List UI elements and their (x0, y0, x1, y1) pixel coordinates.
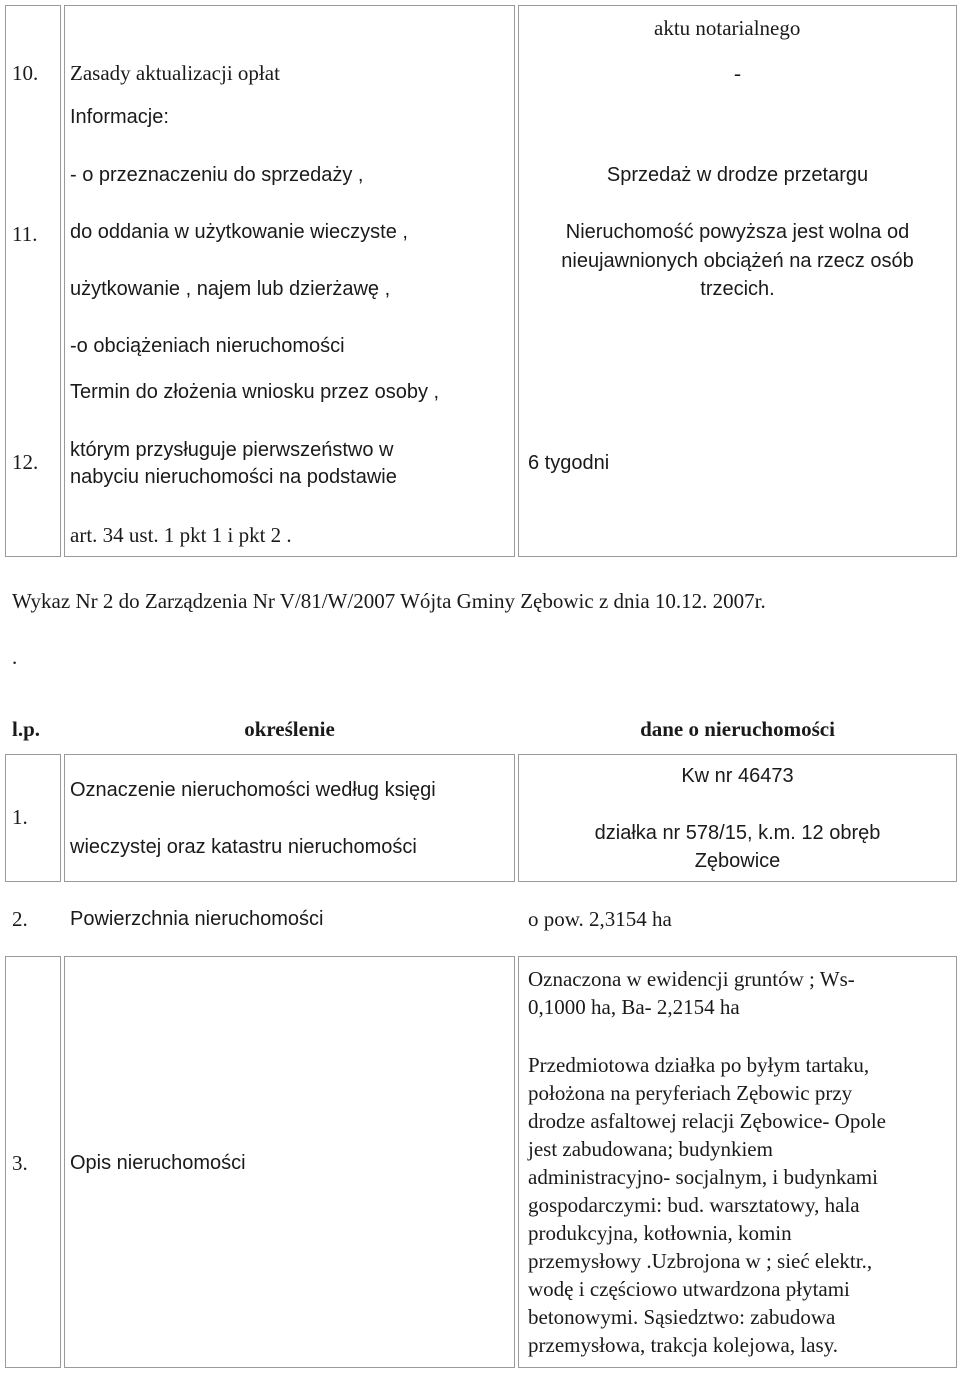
row-11-number: 11. (12, 222, 38, 246)
row-3-description-line: wodę i częściowo utwardzona płytami (528, 1277, 850, 1301)
row-1-number: 1. (12, 805, 28, 829)
row-11-encumbrance-line: trzecich. (700, 278, 775, 300)
row-1-label-cell (64, 754, 515, 882)
row-1-value-line: Kw nr 46473 (681, 765, 794, 787)
row-12-deadline: 6 tygodni (528, 452, 610, 474)
header-okreslenie: określenie (244, 717, 335, 741)
heading-dot: . (12, 645, 18, 669)
row-1-label-line: Oznaczenie nieruchomości według księgi (70, 779, 436, 801)
row-3-number: 3. (12, 1151, 28, 1175)
row-3-description-line: drodze asfaltowej relacji Zębowice- Opole (528, 1109, 886, 1133)
row-12-line: Termin do złożenia wniosku przez osoby , (70, 381, 440, 403)
document-heading: Wykaz Nr 2 do Zarządzenia Nr V/81/W/2007 Wójta Gminy Zębowic z dnia 10.12. 2007r. (12, 589, 766, 613)
row-11-encumbrance-line: nieujawnionych obciążeń na rzecz osób (561, 250, 914, 272)
row-12-line: art. 34 ust. 1 pkt 1 i pkt 2 . (70, 523, 292, 547)
row-2-number: 2. (12, 907, 28, 931)
row-2-value: o pow. 2,3154 ha (528, 907, 672, 931)
row-11-line: - o przeznaczeniu do sprzedaży , (70, 164, 364, 186)
row-3-description-line: Przedmiotowa działka po byłym tartaku, (528, 1053, 870, 1077)
row-3-description-line: jest zabudowana; budynkiem (528, 1137, 773, 1161)
row-3-description-line: administracyjno- socjalnym, i budynkami (528, 1165, 878, 1189)
row-3-description-line: gospodarczymi: bud. warsztatowy, hala (528, 1193, 860, 1217)
row-10-number: 10. (12, 61, 39, 85)
row-3-description-line: przemysłowy .Uzbrojona w ; sieć elektr., (528, 1249, 873, 1273)
row-12-line: którym przysługuje pierwszeństwo w (70, 439, 394, 461)
row-3-label: Opis nieruchomości (70, 1152, 246, 1174)
row-1-value-line: Zębowice (694, 850, 781, 872)
row-3-description-line: produkcyjna, kotłownia, komin (528, 1221, 792, 1245)
row-3-description-line: przemysłowa, trakcja kolejowa, lasy. (528, 1333, 839, 1357)
row-11-sale-mode: Sprzedaż w drodze przetargu (606, 164, 869, 186)
row-11-encumbrance-line: Nieruchomość powyższa jest wolna od (565, 221, 910, 243)
row-2-label: Powierzchnia nieruchomości (70, 908, 324, 930)
row-3-land-registry-line: Oznaczona w ewidencji gruntów ; Ws- (528, 967, 855, 991)
row-3-description-line: betonowymi. Sąsiedztwo: zabudowa (528, 1305, 836, 1329)
row-3-land-registry-line: 0,1000 ha, Ba- 2,2154 ha (528, 995, 740, 1019)
row-10-label: Zasady aktualizacji opłat (70, 61, 280, 85)
row-12-number: 12. (12, 450, 39, 474)
row-1-label-line: wieczystej oraz katastru nieruchomości (70, 836, 417, 858)
cell-aktu-notarialnego: aktu notarialnego (654, 16, 801, 40)
row-11-line: użytkowanie , najem lub dzierżawę , (70, 278, 391, 300)
row-11-line: Informacje: (70, 106, 169, 128)
row-1-value-line: działka nr 578/15, k.m. 12 obręb (594, 822, 881, 844)
header-dane: dane o nieruchomości (640, 717, 835, 741)
row-11-line: do oddania w użytkowanie wieczyste , (70, 221, 408, 243)
row-12-line: nabyciu nieruchomości na podstawie (70, 466, 397, 488)
header-lp: l.p. (12, 717, 41, 741)
row-3-description-line: położona na peryferiach Zębowic przy (528, 1081, 853, 1105)
row-10-value: - (734, 61, 741, 85)
row-11-line: -o obciążeniach nieruchomości (70, 335, 345, 357)
